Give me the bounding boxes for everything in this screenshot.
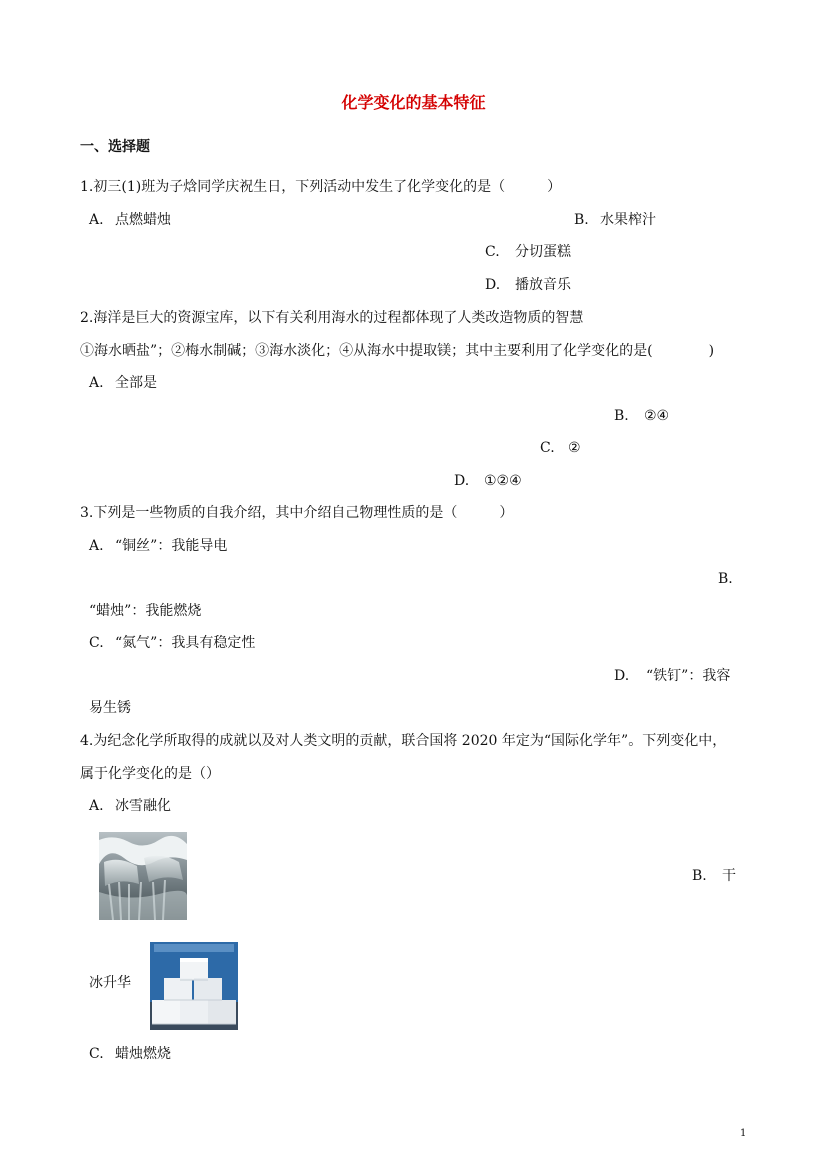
q1-option-b-letter: B. [574,212,589,228]
q1-option-d-text: 播放音乐 [515,277,571,293]
page-number: 1 [740,1128,747,1139]
q2-option-c-text: ② [568,440,581,456]
question-1-stem: 1.初三(1)班为子焓同学庆祝生日，下列活动中发生了化学变化的是（ ） [80,179,562,195]
question-2-stem: 2.海洋是巨大的资源宝库，以下有关利用海水的过程都体现了人类改造物质的智慧 [80,310,584,326]
question-4-stem: 4.为纪念化学所取得的成就以及对人类文明的贡献，联合国将 2020 年定为“国际化学年”。下列变化中， [80,733,727,749]
melting-snow-photo-icon [99,832,187,920]
q4-option-a [89,796,171,816]
q4-option-b-text-continued: 冰升华 [89,975,131,991]
question-2-stem-line2: ①海水晒盐”；②梅水制碱；③海水淡化；④从海水中提取镁；其中主要利用了化学变化的是( ) [80,343,715,359]
q4-option-b [692,866,736,886]
q1-option-c-letter: C. [485,244,500,260]
page-title: 化学变化的基本特征 [341,93,486,112]
q3-option-d [614,666,730,686]
q4-option-a-letter: A. [89,798,104,814]
q3-option-d-letter: D. [614,668,630,684]
q2-option-a-letter: A. [89,375,104,391]
q2-option-a [89,373,157,393]
q1-option-d-letter: D. [485,277,501,293]
dry-ice-image [150,942,238,1030]
q2-option-a-text: 全部是 [115,375,157,391]
q2-option-d-letter: D. [454,473,470,489]
q2-option-b-letter: B. [614,408,629,424]
q4-option-a-text: 冰雪融化 [115,798,171,814]
q4-option-c-letter: C. [89,1046,104,1062]
q3-option-c [89,633,255,653]
q1-option-b-text: 水果榨汁 [600,212,656,228]
q3-option-a-letter: A. [89,538,104,554]
q1-option-a-text: 点燃蜡烛 [115,212,171,228]
q2-option-b-text: ②④ [644,408,670,424]
q2-option-b [614,406,669,426]
q3-option-a-text: “铜丝”：我能导电 [115,538,228,554]
q1-option-a [89,210,171,230]
q3-option-c-text: “氮气”：我具有稳定性 [115,635,256,651]
q3-option-c-letter: C. [89,635,104,651]
q3-option-a [89,536,227,556]
q1-option-b [574,210,656,230]
q4-option-c [89,1044,171,1064]
q1-option-a-letter: A. [89,212,104,228]
question-3-stem: 3.下列是一些物质的自我介绍，其中介绍自己物理性质的是（ ） [80,505,514,521]
q3-option-d-text: “铁钉”：我容 [646,668,731,684]
question-4-stem-line2: 属于化学变化的是（） [80,766,220,782]
melting-snow-image [99,832,187,920]
q2-option-c [540,438,581,458]
q4-option-c-text: 蜡烛燃烧 [115,1046,171,1062]
q3-option-d-text-continued: 易生锈 [89,700,131,716]
q3-option-b-letter: B. [718,571,733,587]
q2-option-d [454,471,522,491]
q4-option-b-letter: B. [692,868,707,884]
dry-ice-blocks-photo-icon [150,942,238,1030]
q2-option-d-text: ①②④ [484,473,522,489]
q1-option-c [485,242,571,262]
q3-option-b-text: “蜡烛”：我能燃烧 [89,603,202,619]
q2-option-c-letter: C. [540,440,555,456]
section-heading: 一、选择题 [80,139,150,155]
q1-option-d [485,275,571,295]
q4-option-b-text: 干 [722,868,736,884]
q1-option-c-text: 分切蛋糕 [515,244,571,260]
